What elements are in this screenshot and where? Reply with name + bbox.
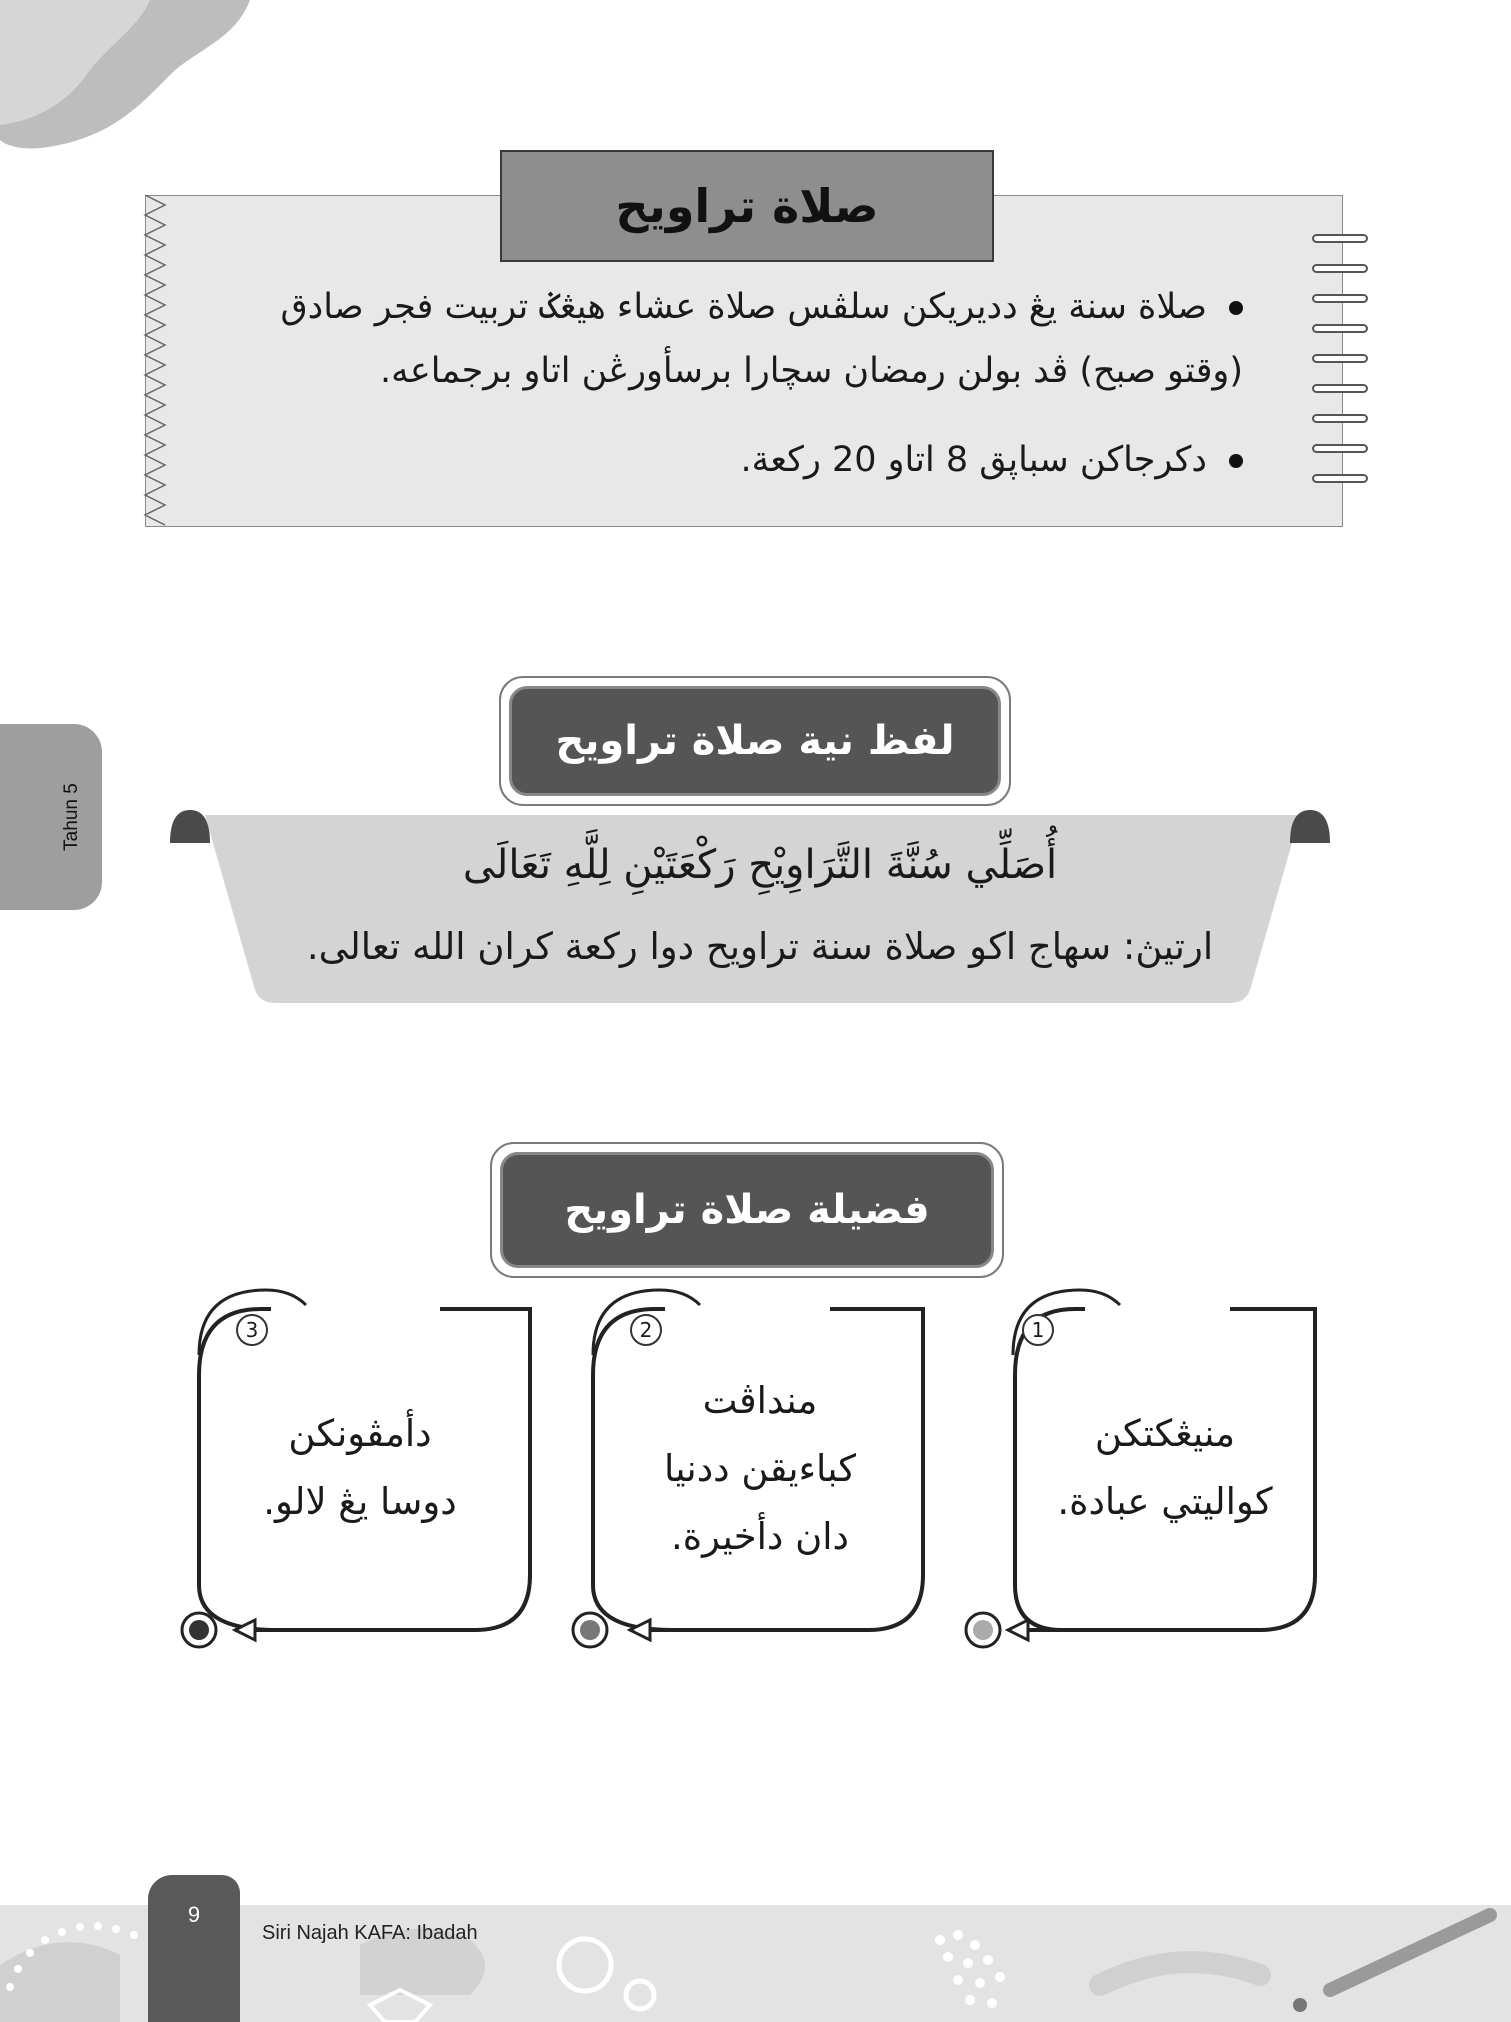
card-text-line: کواليتي عبادة. [1057, 1480, 1273, 1523]
card-text-line: دوسا يڠ لالو. [263, 1480, 457, 1523]
zigzag-edge-decoration [143, 195, 173, 527]
side-tab [0, 724, 102, 910]
niat-arabic-text: أُصَلِّي سُنَّةَ التَّرَاوِيْحِ رَكْعَتَيْنِ لِلَّهِ تَعَالَى [462, 842, 1058, 888]
page-number-tab [148, 1875, 240, 2022]
card-text-line: دان دأخيرة. [670, 1515, 850, 1558]
bullet-icon [1229, 454, 1243, 468]
page-number: 9 [187, 1902, 201, 1927]
spiral-binding [1312, 234, 1378, 494]
bullet-line: صلاة سنة يڠ ددیریکن سلڤس صلاة عشاء هيڠݢ تربيت فجر صادق [280, 287, 1207, 327]
bullet-line: دکرجاکن سباڽق 8 اتاو 20 رکعة. [740, 440, 1207, 480]
card-text-line: کباءيقن ددنيا [663, 1447, 857, 1490]
corner-blob-decoration [0, 0, 270, 150]
card-number-badge: 3 [236, 1314, 268, 1346]
bullet-definition [243, 275, 1243, 403]
card-text-line: منداڤت [702, 1379, 818, 1422]
side-tab-label: Tahun 5 [61, 783, 82, 851]
section-title-tarawih: صلاة تراويح [500, 150, 994, 262]
card-number-badge: 2 [630, 1314, 662, 1346]
card-number-badge: 1 [1022, 1314, 1054, 1346]
fadhilah-card-text [210, 1400, 510, 1536]
series-title: Siri Najah KAFA: Ibadah [262, 1922, 478, 1944]
fadhilah-card-text [610, 1367, 910, 1571]
bullet-rakaat [243, 428, 1243, 492]
section-title-niat: لفظ نية صلاة تراويح [509, 686, 1001, 796]
bullet-line: (وقتو صبح) ڤد بولن رمضان سچارا برسأورڠن اتاو برجماعه. [379, 351, 1243, 391]
fadhilah-card-text [1015, 1400, 1315, 1536]
card-text-line: منيڠکتکن [1094, 1412, 1236, 1455]
niat-translation: ارتيڽ: سهاج اکو صلاة سنة تراويح دوا رکعة کران الله تعالى. [306, 925, 1214, 968]
section-title-fadhilah: فضيلة صلاة تراويح [500, 1152, 994, 1268]
bullet-icon [1229, 301, 1243, 315]
card-text-line: دأمڤونکن [288, 1412, 432, 1455]
